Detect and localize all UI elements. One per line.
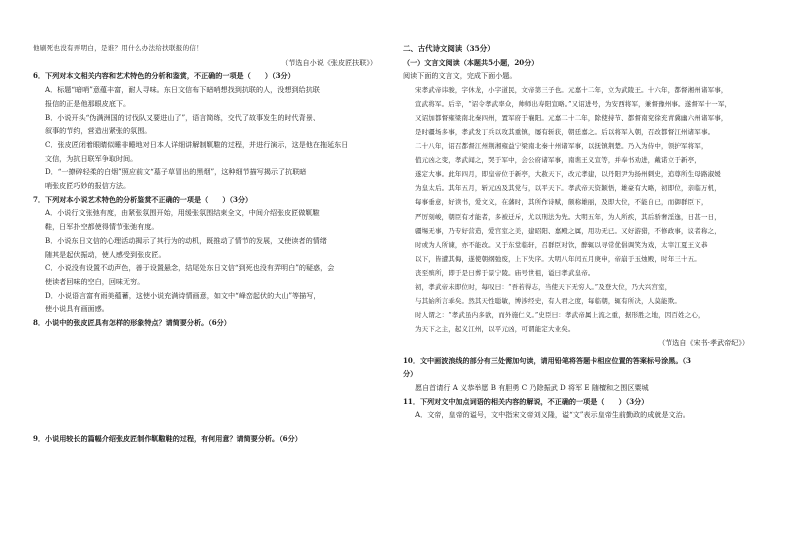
passage-source: （节选自《宋书·孝武帝纪》）	[658, 337, 749, 347]
question-7-stem: 7．下列对本小说艺术特色的分析鉴赏不正确的一项是（ ）（3分）	[33, 194, 253, 204]
passage-line: 二十八年，诏召都督江州荆湘雍益宁梁南北秦十州诸军事，以抚镇荆楚。乃入为侍中，领护军将军，	[415, 142, 708, 151]
passage-line: 遂定大事。此年四月，即皇帝位于新亭，大赦天下，改元孝建，以丹阳尹为扬州刺史，追尊所生母路淑媛	[415, 170, 721, 179]
q7-line: D．小说语言富有雨美蕴蓄，这使小说充满诗情画意，如文中“峰峦起伏的大山”等描写，	[45, 290, 321, 300]
q6-line: A．标题“暗哨”意蕴丰富，耐人寻味。东日文信布下暗哨想找到抗联的人，没想到给抗联	[45, 85, 320, 95]
q6-line: 叙事的节约，营造出紧张的氛围。	[45, 126, 152, 136]
subsection-title: （一）文言文阅读（本题共5小题，20分）	[403, 57, 539, 67]
passage-line: 疆埸无事，乃专好营造，爱宫室之美，建昭阳、嘉殿之属，用功无已。又好游猎，不修政事，议者称之，	[415, 226, 721, 235]
q6-line: D．“一撩碎轻柔的白烟”照应前文“墓子草冒出的黑烟”，这种细节描写揭示了抗联暗	[45, 167, 307, 177]
passage-line: 初，孝武帝未即位时，每叹曰：“吾若得志，当使天下无穷人。”及登大位，乃大兴宫室，	[415, 282, 672, 291]
passage-line: 每事垂意，好读书，爱文义，在藩时，其所作诗赋，颇称雄丽，及即大位，不能自已，而御群臣下，	[415, 198, 708, 207]
story-source: （节选自小说《张皮匠扶联》）	[281, 57, 377, 67]
passage-line: 以下，皆遭其侮，遂使朝纲弛废，上下失序。大明八年闰五月庚申，帝崩于玉烛殿，时年三十五。	[415, 254, 701, 263]
passage-line: 为天下之主，起义江州，以平元凶，可谓能定大业矣。	[415, 324, 575, 333]
left-column	[33, 42, 393, 445]
q6-line: 文信，为抗日联军争取时间。	[45, 153, 138, 163]
q7-line: B．小说东日文信的心理活动揭示了其行为的动机，既推动了情节的发展，又使读者的情绪	[45, 235, 327, 245]
story-ending-line: 他刷死也没有弄明白，是谁？用什么办法给扶联报的信！	[33, 44, 203, 52]
passage-line: 又诏加都督雍梁南北秦四州，置军府于襄阳。元嘉二十二年，除使持节、都督南兖徐充青冀幽六州诸军事，	[415, 114, 728, 123]
question-10-stem: 10．文中画波浪线的部分有三处需加句读，请用铅笔将答题卡相应位置的答案标号涂黑。（3	[403, 355, 691, 365]
question-9-stem: 9．小说用较长的篇幅介绍张皮匠制作靰鞡鞋的过程，有何用意？请简要分析。（6分）	[33, 433, 302, 443]
right-column	[403, 42, 765, 422]
passage-line: 是时疆场多事，孝武发丁兵以攻其重镇，屡有斩获，朝廷嘉之。后以将军入朝，召改都督江州诸军事。	[415, 128, 715, 137]
question-11-stem: 11．下列对文中加点词语的相关内容的解说，不正确的一项是（ ）（3分）	[403, 396, 649, 406]
passage-line: 宋孝武帝讳骏，字休龙，小字道民，文帝第三子也。元嘉十二年，立为武陵王。十六年，都督湘州诸军事，	[415, 86, 728, 95]
q7-line: A．小说行文张弛有度，由紧张氛围开始，用缓张氛围结束全文，中间介绍张皮匠做靰鞡	[45, 208, 320, 218]
q7-line: 随其是起伏振动，使人感受到张皮匠。	[45, 249, 166, 259]
reading-instruction: 阅读下面的文言文，完成下面小题。	[403, 71, 517, 81]
question-6-stem: 6．下列对本文相关内容和艺术特色的分析和鉴赏，不正确的一项是（ ）（3分）	[33, 71, 295, 81]
section-title: 二、古代诗文阅读（35分）	[403, 44, 495, 53]
classical-passage	[403, 83, 765, 336]
q6-line: C．张皮匠闭着眼睛似睡非睡地对日本人详细讲解制靰鞡的过程，并进行演示，这是他在拖延东日	[45, 139, 349, 149]
question-10-stem-tail: 分）	[403, 369, 418, 379]
q6-line: 报信的正是他那眼皮底下。	[45, 98, 131, 108]
q6-line: 哨张皮匠巧妙的报信方法。	[45, 181, 131, 191]
passage-line: 与其始所言乖矣。然其天性聪敏，博涉经史，有人君之度，每临朝，辄有所决，人莫能欺。	[415, 296, 681, 305]
passage-line: 严厉刻峻，朝臣有才能者，多被迁斥，尤以刑法为先。大明五年，为人所疾，其后骄奢淫逸，日甚一日，	[415, 212, 721, 221]
q6-line: B．小说开头“伪满洲国的讨伐队又要进山了”，语言简练，交代了故事发生的时代背景、	[45, 112, 320, 122]
question-10-options: 愿自首请行 A 义恭举愿 B 有胆勇 C 乃除振武 D 将军 E 随檀和之围区粟城	[415, 383, 649, 393]
passage-line: 为皇太后。其年五月，斩元凶及其党与，以平天下。孝武帝天资颖悟，雄豪有大略，初即位，亲临万机，	[415, 184, 721, 193]
passage-line: 时人谓之：“孝武虽内多欲，而外施仁义。”史臣曰：孝武帝属上流之重，据形胜之地，因百姓之心，	[415, 310, 705, 319]
q7-line: C．小说没有设置不动声色，善于设置悬念，结尾处东日文信“到死也没有弄明白”的疑惑，会	[45, 263, 335, 273]
q7-line: 使小说具有画面感。	[45, 304, 109, 314]
passage-line: 宣武将军。后辛，“诏令孝武率众，帅师出寿阳宣略。”又诏进号，为安西将军，兼督豫州事。遂督军十一军，	[415, 100, 732, 109]
passage-line: 丧至殡所，即于是日葬于景宁陵。庙号世祖，谥曰孝武皇帝。	[415, 268, 595, 277]
question-11-option-a: A．文帝，皇帝的谥号，文中指宋文帝刘义隆，谥“文”表示皇帝生前勤政的成就是文治。	[415, 410, 690, 420]
passage-line: 值元凶之变，孝武闻之，哭于军中，会公府诸军事，南谯王义宣等，并奉书劝进，戴诺立于新亭，	[415, 156, 701, 165]
q7-line: 使读者回味的空白，回味无穷。	[45, 276, 145, 286]
q7-line: 鞋，日军扑空都使得情节张弛有度。	[45, 222, 159, 232]
q8-answer-space	[33, 330, 393, 432]
passage-line: 时或为人所谏，亦不能改。又于东堂临轩，召群臣对饮，醉辄以寻常优倡调笑为戏，太宰江夏王义恭	[415, 240, 708, 249]
question-8-stem: 8．小说中的张皮匠具有怎样的形象特点？请简要分析。（6分）	[33, 318, 231, 328]
